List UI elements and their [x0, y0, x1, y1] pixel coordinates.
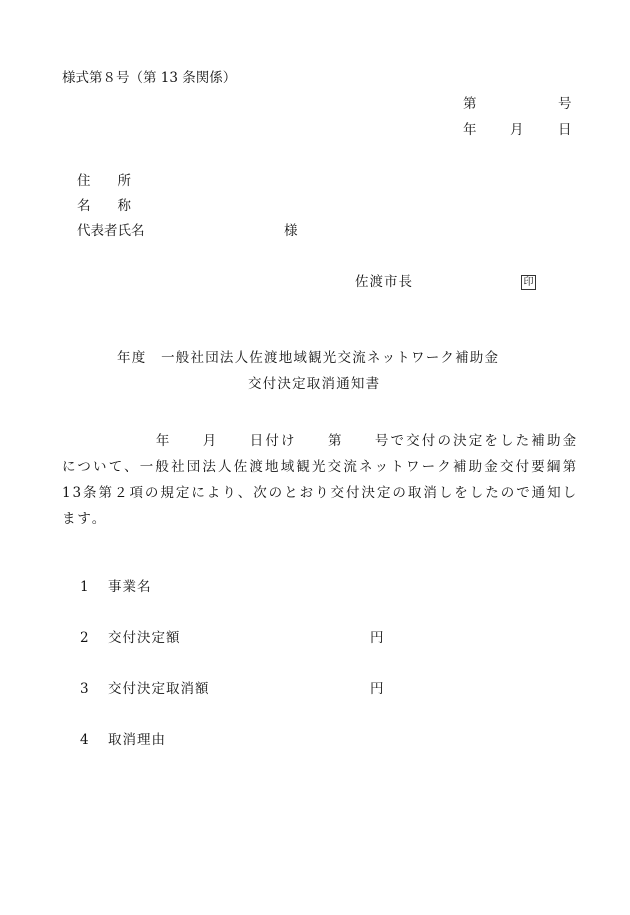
item-number: 2: [80, 630, 89, 646]
body-paragraph: 年 月 日付け 第 号で交付の決定をした補助金について、一般社団法人佐渡地域観光交流ネットワーク補助金交付要綱第13条第２項の規定により、次のとおり交付決定の取消しをしたので通知します。: [62, 433, 578, 527]
list-item: [80, 683, 440, 697]
item-unit: 円: [370, 630, 384, 646]
issuer-title: 佐渡市長: [355, 274, 413, 290]
representative-label: 代表者氏名: [77, 223, 145, 239]
doc-number-prefix: 第: [463, 96, 477, 112]
seal-mark: 印: [521, 275, 536, 290]
item-number: 3: [80, 681, 89, 697]
honorific: 様: [284, 223, 298, 239]
form-number: 様式第８号（第 13 条関係）: [62, 70, 237, 86]
item-label: 取消理由: [108, 732, 166, 748]
item-number: 4: [80, 732, 89, 748]
list-item: [80, 734, 440, 748]
name-label: 名 称: [77, 198, 131, 214]
date-year: 年: [463, 122, 477, 138]
document-title-line2: 交付決定取消通知書: [248, 376, 381, 392]
date-day: 日: [558, 122, 572, 138]
doc-number-suffix: 号: [558, 96, 572, 112]
date-month: 月: [510, 122, 524, 138]
item-number: 1: [80, 579, 89, 595]
list-item: [80, 581, 440, 595]
document-title-line1: 年度 一般社団法人佐渡地域観光交流ネットワーク補助金: [117, 350, 500, 366]
item-label: 事業名: [108, 579, 152, 595]
address-label: 住 所: [77, 173, 131, 189]
item-unit: 円: [370, 681, 384, 697]
list-item: [80, 632, 440, 646]
item-label: 交付決定額: [108, 630, 181, 646]
item-label: 交付決定取消額: [108, 681, 210, 697]
issuer: [355, 275, 536, 290]
